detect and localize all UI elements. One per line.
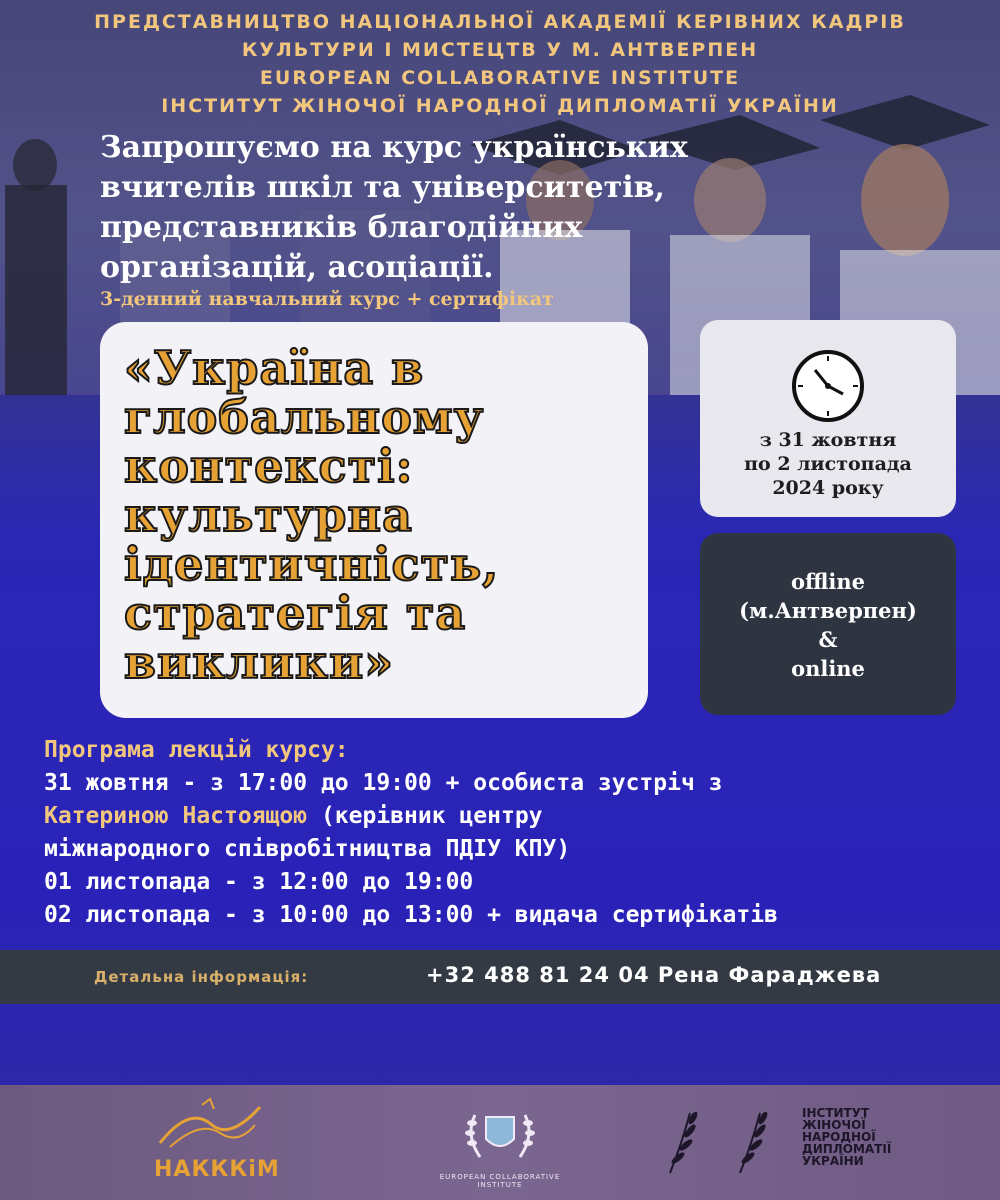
program-day-1-speaker <box>44 800 964 833</box>
title-line-2: глобальному <box>124 390 485 444</box>
nakkim-logo <box>150 1095 280 1190</box>
format-line-2: (м.Антверпен) <box>739 598 917 623</box>
eci-wordmark: EUROPEAN COLLABORATIVE INSTITUTE <box>439 1173 561 1189</box>
institute-line-1: ІНСТИТУТ <box>802 1106 870 1120</box>
format-text <box>700 567 956 683</box>
invite-line-3: представників благодійних <box>100 210 583 245</box>
program-day-2: 01 листопада - з 12:00 до 19:00 <box>44 869 474 895</box>
clock-icon <box>785 348 871 424</box>
program-heading: Програма лекцій курсу: <box>44 737 349 763</box>
format-line-3: & <box>818 627 838 652</box>
nakkim-swoosh-icon <box>150 1095 270 1155</box>
dates-line-1: з 31 жовтня <box>759 429 897 451</box>
laurel-branches-icon <box>660 1103 790 1183</box>
dates-line-2: по 2 листопада <box>744 453 912 475</box>
speaker-role: (керівник центру <box>307 803 543 829</box>
laurel-shield-icon <box>420 1095 580 1171</box>
title-line-4: культурна <box>124 488 413 542</box>
contact-phone[interactable]: +32 488 81 24 04 Рена Фараджева <box>426 963 882 987</box>
program-day-1: 31 жовтня - з 17:00 до 19:00 + особиста зустріч з <box>44 770 723 796</box>
title-line-5: ідентичність, <box>124 537 500 591</box>
dates-text <box>700 428 956 500</box>
title-line-1: «Україна в <box>124 341 425 395</box>
contact-bar <box>0 950 1000 1004</box>
dates-line-3: 2024 року <box>772 477 884 499</box>
dates-card <box>700 320 956 517</box>
title-line-3: контексті: <box>124 439 414 493</box>
speaker-name: Катериною Настоящою <box>44 803 308 829</box>
institute-line-2: ЖІНОЧОЇ <box>802 1118 866 1132</box>
institute-wordmark <box>802 1107 891 1167</box>
program-day-1-cont: міжнародного співробітництва ПДІУ КПУ) <box>44 836 571 862</box>
institute-line-3: НАРОДНОЇ <box>802 1130 876 1144</box>
format-line-4: online <box>791 656 865 681</box>
course-subline: 3-денний навчальний курс + сертифікат <box>100 288 554 310</box>
header-line-2: КУЛЬТУРИ І МИСТЕЦТВ У М. АНТВЕРПЕН <box>241 39 759 61</box>
nakkim-wordmark: НАКККіМ <box>154 1157 280 1182</box>
format-line-1: offline <box>790 569 866 594</box>
header-line-3: EUROPEAN COLLABORATIVE INSTITUTE <box>259 67 741 89</box>
institute-line-4: ДИПЛОМАТІЇ <box>802 1142 892 1156</box>
contact-label: Детальна інформація: <box>94 968 309 986</box>
invitation-text <box>100 128 840 288</box>
program-schedule <box>44 734 964 932</box>
format-card <box>700 533 956 715</box>
course-title-card <box>100 322 648 718</box>
invite-line-1: Запрошуємо на курс українських <box>100 130 688 165</box>
header <box>0 8 1000 120</box>
title-line-7: виклики» <box>124 635 394 689</box>
program-day-3: 02 листопада - з 10:00 до 13:00 + видача сертифікатів <box>44 902 778 928</box>
institute-line-5: УКРАЇНИ <box>802 1154 864 1168</box>
header-line-1: ПРЕДСТАВНИЦТВО НАЦІОНАЛЬНОЇ АКАДЕМІЇ КЕРІВНИХ КАДРІВ <box>94 11 906 33</box>
invite-line-4: організацій, асоціації. <box>100 250 494 285</box>
footer-logos <box>0 1085 1000 1200</box>
title-line-6: стратегія та <box>124 586 467 640</box>
invite-line-2: вчителів шкіл та університетів, <box>100 170 665 205</box>
header-line-4: ІНСТИТУТ ЖІНОЧОЇ НАРОДНОЇ ДИПЛОМАТІЇ УКРАЇНИ <box>161 95 839 117</box>
eci-logo <box>420 1095 580 1195</box>
institute-logo <box>660 1103 960 1183</box>
